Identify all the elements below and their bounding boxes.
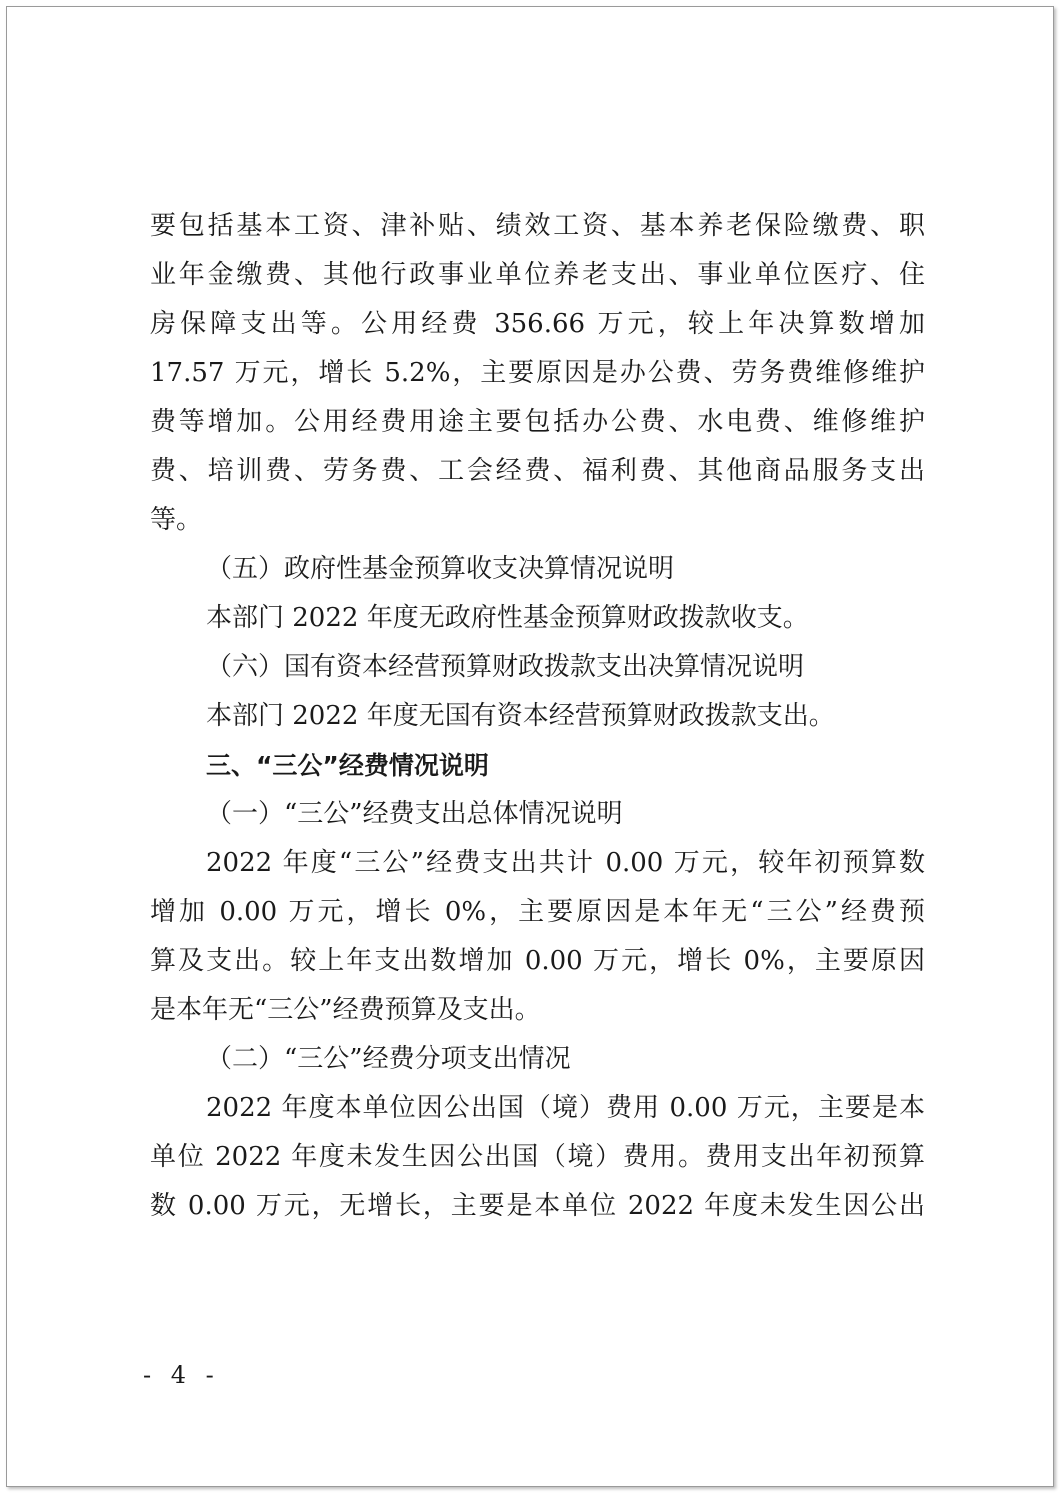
paragraph-line: 单位 2022 年度未发生因公出国（境）费用。费用支出年初预算 [150, 1142, 925, 1172]
page [6, 6, 1054, 1487]
paragraph-line: 费等增加。公用经费用途主要包括办公费、水电费、维修维护 [150, 407, 925, 437]
section-heading-6: （六）国有资本经营预算财政拨款支出决算情况说明 [206, 652, 805, 682]
paragraph-line: 业年金缴费、其他行政事业单位养老支出、事业单位医疗、住 [150, 260, 925, 290]
paragraph-line: 增加 0.00 万元，增长 0%，主要原因是本年无“三公”经费预 [150, 897, 925, 927]
paragraph-line: 本部门 2022 年度无国有资本经营预算财政拨款支出。 [206, 701, 835, 731]
paragraph-line: 2022 年度“三公”经费支出共计 0.00 万元，较年初预算数 [206, 848, 925, 878]
paragraph-line: 17.57 万元，增长 5.2%，主要原因是办公费、劳务费维修维护 [150, 358, 925, 388]
paragraph-line: 要包括基本工资、津补贴、绩效工资、基本养老保险缴费、职 [150, 211, 925, 241]
chapter-heading-3: 三、“三公”经费情况说明 [206, 751, 489, 780]
section-heading-5: （五）政府性基金预算收支决算情况说明 [206, 554, 675, 584]
section-heading-1: （一）“三公”经费支出总体情况说明 [206, 799, 623, 829]
paragraph-line: 本部门 2022 年度无政府性基金预算财政拨款收支。 [206, 603, 809, 633]
paragraph-line: 费、培训费、劳务费、工会经费、福利费、其他商品服务支出 [150, 456, 925, 486]
paragraph-line: 房保障支出等。公用经费 356.66 万元，较上年决算数增加 [150, 309, 925, 339]
paragraph-line: 2022 年度本单位因公出国（境）费用 0.00 万元，主要是本 [206, 1093, 925, 1123]
document-body [150, 202, 925, 1231]
paragraph-line: 是本年无“三公”经费预算及支出。 [150, 995, 541, 1025]
page-number: - 4 - [143, 1361, 220, 1389]
paragraph-line: 等。 [150, 505, 203, 535]
paragraph-line: 数 0.00 万元，无增长，主要是本单位 2022 年度未发生因公出 [150, 1191, 925, 1221]
paragraph-line: 算及支出。较上年支出数增加 0.00 万元，增长 0%，主要原因 [150, 946, 925, 976]
section-heading-2: （二）“三公”经费分项支出情况 [206, 1044, 571, 1074]
